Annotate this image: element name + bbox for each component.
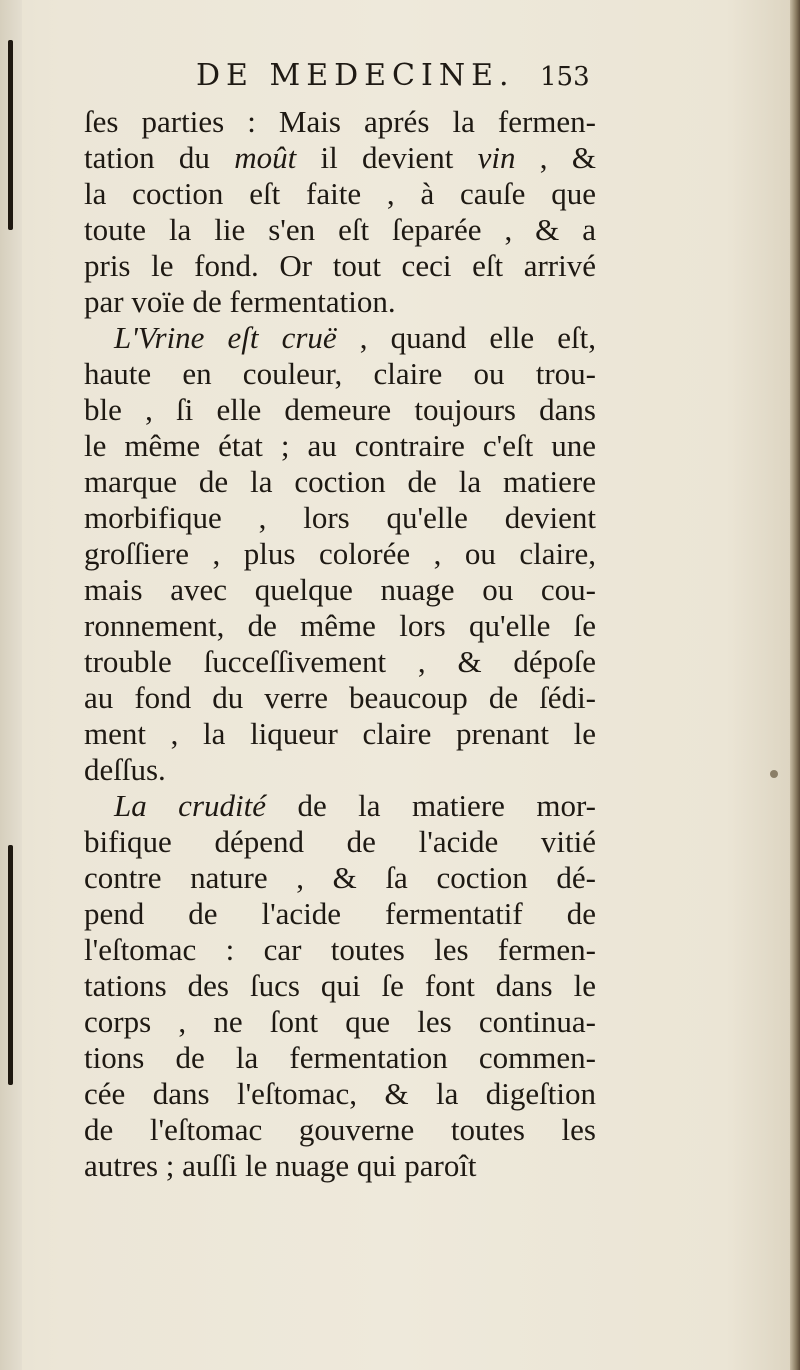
text-line [84, 608, 596, 644]
text-line [84, 824, 596, 860]
text-line [84, 1040, 596, 1076]
text-line [84, 356, 596, 392]
text-run: deſſus. [84, 752, 166, 787]
text-line [84, 680, 596, 716]
text-run: trouble ſucceſſivement , & dépoſe [84, 644, 596, 679]
text-run: il devient [296, 140, 478, 175]
text-run: ſes parties : Mais aprés la fermen- [84, 104, 596, 139]
text-run: morbifique , lors qu'elle devient [84, 500, 596, 535]
text-line [84, 752, 596, 788]
text-run: tions de la fermentation commen- [84, 1040, 596, 1075]
text-line [84, 104, 596, 140]
text-line [84, 464, 596, 500]
text-run: haute en couleur, claire ou trou- [84, 356, 596, 391]
italic-text: L'Vrine eſt cruë [114, 320, 337, 355]
text-run: au fond du verre beaucoup de ſédi- [84, 680, 596, 715]
text-line [84, 500, 596, 536]
page-number: 153 [540, 62, 590, 92]
text-line [84, 392, 596, 428]
text-run: le même état ; au contraire c'eſt une [84, 428, 596, 463]
text-run: groſſiere , plus colorée , ou claire, [84, 536, 596, 571]
text-run: contre nature , & ſa coction dé- [84, 860, 596, 895]
text-run: marque de la coction de la matiere [84, 464, 596, 499]
text-run: , quand elle eſt, [336, 320, 596, 355]
running-head: DE MEDECINE. [196, 58, 515, 93]
text-line [84, 536, 596, 572]
text-line [84, 1004, 596, 1040]
text-run: pris le fond. Or tout ceci eſt arrivé [84, 248, 596, 283]
text-line [84, 320, 596, 356]
italic-text: vin [477, 140, 516, 175]
text-line [84, 1076, 596, 1112]
text-run: la coction eſt faite , à cauſe que [84, 176, 596, 211]
text-line [84, 968, 596, 1004]
paragraph [84, 104, 596, 320]
text-line [84, 860, 596, 896]
text-run: bifique dépend de l'acide vitié [84, 824, 596, 859]
text-line [84, 1148, 596, 1184]
text-line [84, 716, 596, 752]
text-run: tation du [84, 140, 235, 175]
body-text [84, 104, 596, 1184]
text-run: mais avec quelque nuage ou cou- [84, 572, 596, 607]
text-run: , & [515, 140, 596, 175]
text-run: ronnement, de même lors qu'elle ſe [84, 608, 596, 643]
text-run: ble , ſi elle demeure toujours dans [84, 392, 596, 427]
ink-spot [770, 770, 778, 778]
italic-text: La crudité [114, 788, 266, 823]
text-line [84, 428, 596, 464]
paragraph [84, 788, 596, 1184]
page-edge [790, 0, 800, 1370]
text-line [84, 644, 596, 680]
text-run: toute la lie s'en eſt ſeparée , & a [84, 212, 596, 247]
italic-text: moût [234, 140, 297, 175]
text-run: ment , la liqueur claire prenant le [84, 716, 596, 751]
text-line [84, 932, 596, 968]
binding-thread-bottom [8, 845, 13, 1085]
text-run: de l'eſtomac gouverne toutes les [84, 1112, 596, 1147]
text-run: cée dans l'eſtomac, & la digeſtion [84, 1076, 596, 1111]
text-line [84, 140, 596, 176]
text-run: corps , ne ſont que les continua- [84, 1004, 596, 1039]
page-header [0, 58, 790, 98]
text-run: l'eſtomac : car toutes les fermen- [84, 932, 596, 967]
text-run: de la matiere mor- [266, 788, 596, 823]
text-line [84, 248, 596, 284]
paragraph [84, 320, 596, 788]
text-run: tations des ſucs qui ſe font dans le [84, 968, 596, 1003]
text-line [84, 212, 596, 248]
text-line [84, 896, 596, 932]
text-run: autres ; auſſi le nuage qui paroît [84, 1148, 477, 1183]
text-run: pend de l'acide fermentatif de [84, 896, 596, 931]
text-line [84, 1112, 596, 1148]
text-line [84, 788, 596, 824]
text-line [84, 284, 596, 320]
text-line [84, 572, 596, 608]
text-run: par voïe de fermentation. [84, 284, 396, 319]
text-line [84, 176, 596, 212]
